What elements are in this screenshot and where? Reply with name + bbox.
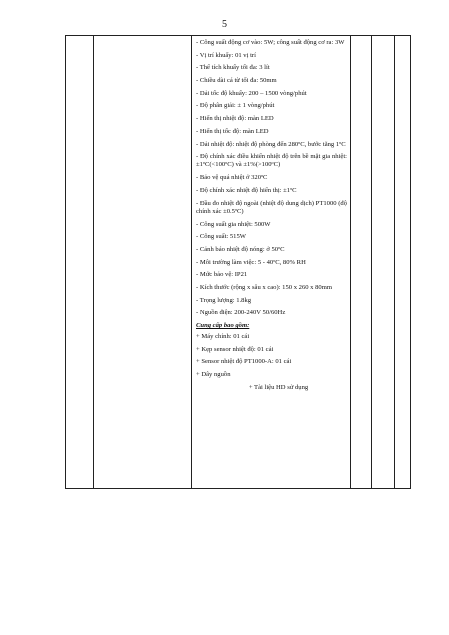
supply-heading: Cung cấp bao gồm:: [196, 322, 250, 330]
spec-item: - Dải nhiệt độ: nhiệt độ phòng đến 280ºC, bước tăng 1ºC: [196, 140, 346, 148]
column-divider: [93, 36, 94, 488]
page-number: 5: [222, 19, 227, 30]
spec-list: [196, 39, 347, 396]
spec-item: - Công suất gia nhiệt: 500W: [196, 220, 271, 228]
spec-item: - Kích thước (rộng x sâu x cao): 150 x 260 x 80mm: [196, 283, 332, 291]
spec-item: - Nguồn điện: 200-240V 50/60Hz: [196, 309, 286, 317]
spec-item: - Công suất: 515W: [196, 233, 246, 241]
column-divider: [394, 36, 395, 488]
spec-item: - Độ phân giải: ± 1 vòng/phút: [196, 102, 275, 110]
spec-item: - Dải tốc độ khuấy: 200 – 1500 vòng/phút: [196, 89, 307, 97]
spec-item: - Cảnh báo nhiệt độ nóng: ở 50ºC: [196, 245, 285, 253]
spec-item: - Hiển thị tốc độ: màn LED: [196, 127, 269, 135]
supply-item: + Tài liệu HD sử dụng: [248, 383, 309, 391]
supply-item: + Dây nguồn: [196, 370, 231, 378]
spec-item: - Môi trường làm việc: 5 - 40ºC, 80% RH: [196, 258, 306, 266]
spec-item: - Độ chính xác điều khiển nhiệt độ trên bề mặt gia nhiệt: ±1ºC(<100ºC) và ±1%(>100ºC): [196, 153, 347, 169]
spec-item: - Độ chính xác nhiệt độ hiển thị: ±1ºC: [196, 186, 297, 194]
spec-item: - Vị trí khuấy: 01 vị trí: [196, 51, 256, 59]
spec-item: - Chiều dài cá từ tối đa: 50mm: [196, 77, 277, 85]
spec-table: [65, 35, 411, 489]
column-divider: [371, 36, 372, 488]
spec-item: - Thể tích khuấy tối đa: 3 lít: [196, 64, 270, 72]
column-divider: [350, 36, 351, 488]
supply-item: + Sensor nhiệt độ PT1000-A: 01 cái: [196, 358, 292, 366]
spec-item: - Bảo vệ quá nhiệt ở 320ºC: [196, 174, 268, 182]
spec-item: - Trọng lượng: 1.8kg: [196, 296, 252, 304]
spec-item: - Mức bảo vệ: IP21: [196, 271, 248, 279]
spec-item: - Đầu đo nhiệt độ ngoài (nhiệt độ dung dịch) PT1000 (độ chính xác ±0.5ºC): [196, 199, 347, 215]
supply-item: + Kẹp sensor nhiệt độ: 01 cái: [196, 345, 274, 353]
spec-item: - Công suất động cơ vào: 5W; công suất động cơ ra: 3W: [196, 39, 345, 46]
column-divider: [191, 36, 192, 488]
supply-item: + Máy chính: 01 cái: [196, 332, 250, 340]
spec-item: - Hiển thị nhiệt độ: màn LED: [196, 115, 274, 123]
